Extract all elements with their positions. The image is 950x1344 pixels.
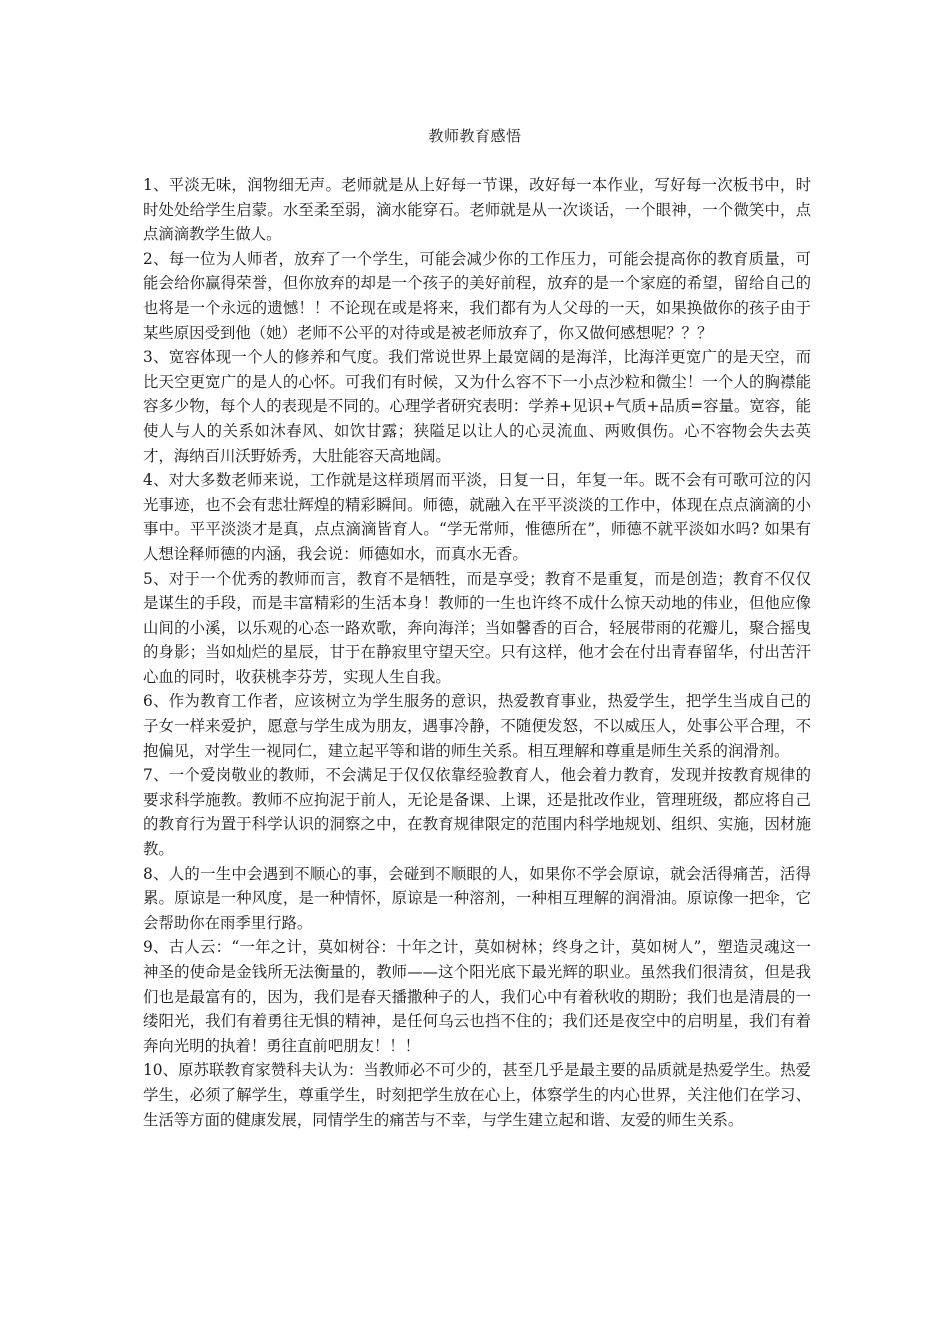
paragraph-4: 4、对大多数老师来说，工作就是这样琐屑而平淡，日复一日，年复一年。既不会有可歌可泣的闪光事迹，也不会有悲壮辉煌的精彩瞬间。师德，就融入在平平淡淡的工作中，体现在点点滴滴的小事中。平平淡淡才是真，点点滴滴皆育人。“学无常师，惟德所在”，师德不就平淡如水吗? 如果有人想诠释师德的内涵，我会说：师德如水，而真水无香。	[143, 471, 811, 563]
paragraph-10: 10、原苏联教育家赞科夫认为：当教师必不可少的，甚至几乎是最主要的品质就是热爱学生。热爱学生，必须了解学生，尊重学生，时刻把学生放在心上，体察学生的内心世界，关注他们在学习、生活等方面的健康发展，同情学生的痛苦与不幸，与学生建立起和谐、友爱的师生关系。	[143, 1061, 811, 1129]
paragraph-2: 2、每一位为人师者，放弃了一个学生，可能会减少你的工作压力，可能会提高你的教育质量，可能会给你赢得荣誉，但你放弃的却是一个孩子的美好前程，放弃的是一个家庭的希望，留给自己的也将是一个永远的遗憾！！不论现在或是将来，我们都有为人父母的一天，如果换做你的孩子由于某些原因受到他（她）老师不公平的对待或是被老师放弃了，你又做何感想呢？？？	[143, 249, 811, 342]
paragraph-9: 9、古人云：“一年之计，莫如树谷：十年之计，莫如树林；终身之计，莫如树人”，塑造灵魂这一神圣的使命是金钱所无法衡量的，教师——这个阳光底下最光辉的职业。虽然我们很清贫，但是我们也是最富有的，因为，我们是春天播撒种子的人，我们心中有着秋收的期盼；我们也是清晨的一缕阳光，我们有着勇往无惧的精神，是任何乌云也挡不住的；我们还是夜空中的启明星，我们有着奔向光明的执着！勇往直前吧朋友！！！	[143, 938, 811, 1055]
document-title: 教师教育感悟	[428, 127, 522, 145]
paragraph-1: 1、平淡无味，润物细无声。老师就是从上好每一节课，改好每一本作业，写好每一次板书中，时时处处给学生启蒙。水至柔至弱，滴水能穿石。老师就是从一次谈话，一个眼神，一个微笑中，点点滴滴教学生做人。	[143, 176, 811, 244]
paragraph-8: 8、人的一生中会遇到不顺心的事，会碰到不顺眼的人，如果你不学会原谅，就会活得痛苦，活得累。原谅是一种风度，是一种情怀，原谅是一种溶剂，一种相互理解的润滑油。原谅像一把伞，它会帮助你在雨季里行路。	[143, 864, 811, 932]
paragraph-7: 7、一个爱岗敬业的教师，不会满足于仅仅依靠经验教育人，他会着力教育，发现并按教育规律的要求科学施教。教师不应拘泥于前人，无论是备课、上课，还是批改作业，管理班级，都应将自己的教育行为置于科学认识的洞察之中，在教育规律限定的范围内科学地规划、组织、实施，因材施教。	[143, 766, 811, 859]
document-body	[143, 173, 811, 1132]
paragraph-6: 6、作为教育工作者，应该树立为学生服务的意识，热爱教育事业，热爱学生，把学生当成自己的子女一样来爱护，愿意与学生成为朋友，遇事冷静，不随便发怒，不以威压人，处事公平合理，不抱偏见，对学生一视同仁，建立起平等和谐的师生关系。相互理解和尊重是师生关系的润滑剂。	[143, 692, 811, 760]
paragraph-3: 3、宽容体现一个人的修养和气度。我们常说世界上最宽阔的是海洋，比海洋更宽广的是天空，而比天空更宽广的是人的心怀。可我们有时候，又为什么容不下一小点沙粒和微尘！一个人的胸襟能容多少物，每个人的表现是不同的。心理学者研究表明：学养+见识+气质+品质=容量。宽容，能使人与人的关系如沐春风、如饮甘露；狭隘足以让人的心灵流血、两败俱伤。心不容物会失去英才，海纳百川沃野娇秀，大肚能容天高地阔。	[143, 348, 811, 465]
paragraph-5: 5、对于一个优秀的教师而言，教育不是牺牲，而是享受；教育不是重复，而是创造；教育不仅仅是谋生的手段，而是丰富精彩的生活本身！教师的一生也许终不成什么惊天动地的伟业，但他应像山间的小溪，以乐观的心态一路欢歌，奔向海洋；当如馨香的百合，轻展带雨的花瓣儿，聚合摇曳的身影；当如灿烂的星辰，甘于在静寂里守望天空。只有这样，他才会在付出青春留华，付出苦汗心血的同时，收获桃李芬芳，实现人生自我。	[143, 569, 811, 686]
